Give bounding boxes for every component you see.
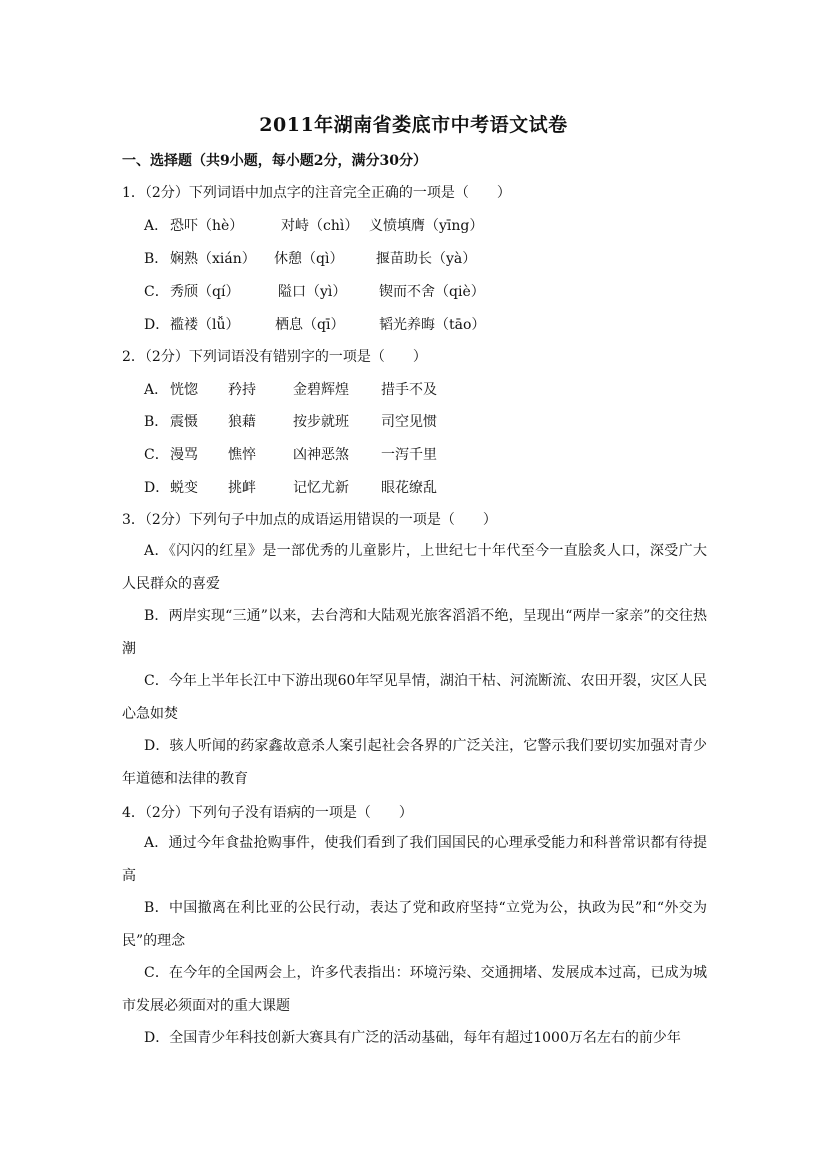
q2-option-a-item: 矜持 (228, 382, 256, 398)
q2-option-d-item: 挑衅 (228, 480, 256, 496)
question-1-stem: 1．（2分）下列词语中加点字的注音完全正确的一项是（ ） (122, 185, 511, 201)
q4-option-c: C．在今年的全国两会上，许多代表指出：环境污染、交通拥堵、发展成本过高，已成为城市发展必须面对的重大课题 (122, 965, 707, 1014)
q1-option-a-label: A． (144, 218, 169, 234)
q3-option-c: C．今年上半年长江中下游出现60年罕见旱情，湖泊干枯、河流断流、农田开裂，灾区人民心急如焚 (122, 673, 707, 722)
q2-option-b-item: 按步就班 (293, 414, 349, 430)
q1-option-a-item: 恐吓（hè） (170, 218, 244, 234)
q2-option-a-label: A． (144, 382, 169, 398)
q2-option-c-item: 憔悴 (228, 447, 256, 463)
q4-option-d: D．全国青少年科技创新大赛具有广泛的活动基础，每年有超过1000万名左右的前少年 (144, 1030, 681, 1046)
q1-option-c-label: C． (144, 284, 169, 300)
q2-option-d-item: 蜕变 (170, 480, 198, 496)
question-2-stem: 2．（2分）下列词语没有错别字的一项是（ ） (122, 349, 427, 365)
q2-option-c-item: 一泻千里 (381, 447, 437, 463)
q2-option-d-item: 眼花缭乱 (381, 480, 437, 496)
section-heading: 一、选择题（共9小题，每小题2分，满分30分） (122, 153, 427, 169)
page-title: 2011年湖南省娄底市中考语文试卷 (259, 114, 568, 136)
q3-option-a: A．《闪闪的红星》是一部优秀的儿童影片，上世纪七十年代至今一直脍炙人口，深受广大人民群众的喜爱 (122, 543, 707, 592)
q4-option-b: B．中国撤离在利比亚的公民行动，表达了党和政府坚持“立党为公，执政为民”和“外交为民”的理念 (122, 900, 707, 949)
q2-option-b-item: 狼藉 (228, 414, 256, 430)
q2-option-a-item: 恍惚 (170, 382, 198, 398)
q2-option-a-item: 措手不及 (381, 382, 437, 398)
q2-option-c-item: 凶神恶煞 (293, 447, 349, 463)
q2-option-b-label: B． (144, 414, 169, 430)
q1-option-c-item: 锲而不舍（qiè） (379, 284, 485, 300)
q1-option-d-item: 褴褛（lǚ） (170, 317, 240, 333)
q1-option-b-item: 休憩（qì） (274, 251, 344, 267)
q1-option-d-item: 栖息（qī） (275, 317, 345, 333)
q3-option-b: B．两岸实现“三通”以来，去台湾和大陆观光旅客滔滔不绝，呈现出“两岸一家亲”的交往热潮 (122, 608, 707, 657)
q2-option-c-item: 漫骂 (170, 447, 198, 463)
question-3-stem: 3．（2分）下列句子中加点的成语运用错误的一项是（ ） (122, 512, 497, 528)
q2-option-d-label: D． (144, 480, 170, 496)
q2-option-a-item: 金碧辉煌 (293, 382, 349, 398)
q1-option-d-label: D． (144, 317, 170, 333)
q2-option-b-item: 震慑 (170, 414, 198, 430)
q2-option-b-item: 司空见惯 (381, 414, 437, 430)
question-4-stem: 4．（2分）下列句子没有语病的一项是（ ） (122, 805, 413, 821)
q3-option-d: D．骇人听闻的药家鑫故意杀人案引起社会各界的广泛关注，它警示我们要切实加强对青少年道德和法律的教育 (122, 738, 707, 787)
q1-option-d-item: 韬光养晦（tāo） (379, 317, 486, 333)
q1-option-b-item: 娴熟（xián） (170, 251, 256, 267)
q2-option-c-label: C． (144, 447, 169, 463)
q1-option-c-item: 隘口（yì） (278, 284, 347, 300)
q4-option-a: A．通过今年食盐抢购事件，使我们看到了我们国国民的心理承受能力和科普常识都有待提高 (122, 835, 707, 884)
q1-option-b-label: B． (144, 251, 169, 267)
q1-option-b-item: 揠苗助长（yà） (376, 251, 477, 267)
q1-option-a-item: 对峙（chì） (281, 218, 359, 234)
q1-option-c-item: 秀颀（qí） (170, 284, 240, 300)
q1-option-a-item: 义愤填膺（yīng） (369, 218, 484, 234)
q2-option-d-item: 记忆尤新 (293, 480, 349, 496)
